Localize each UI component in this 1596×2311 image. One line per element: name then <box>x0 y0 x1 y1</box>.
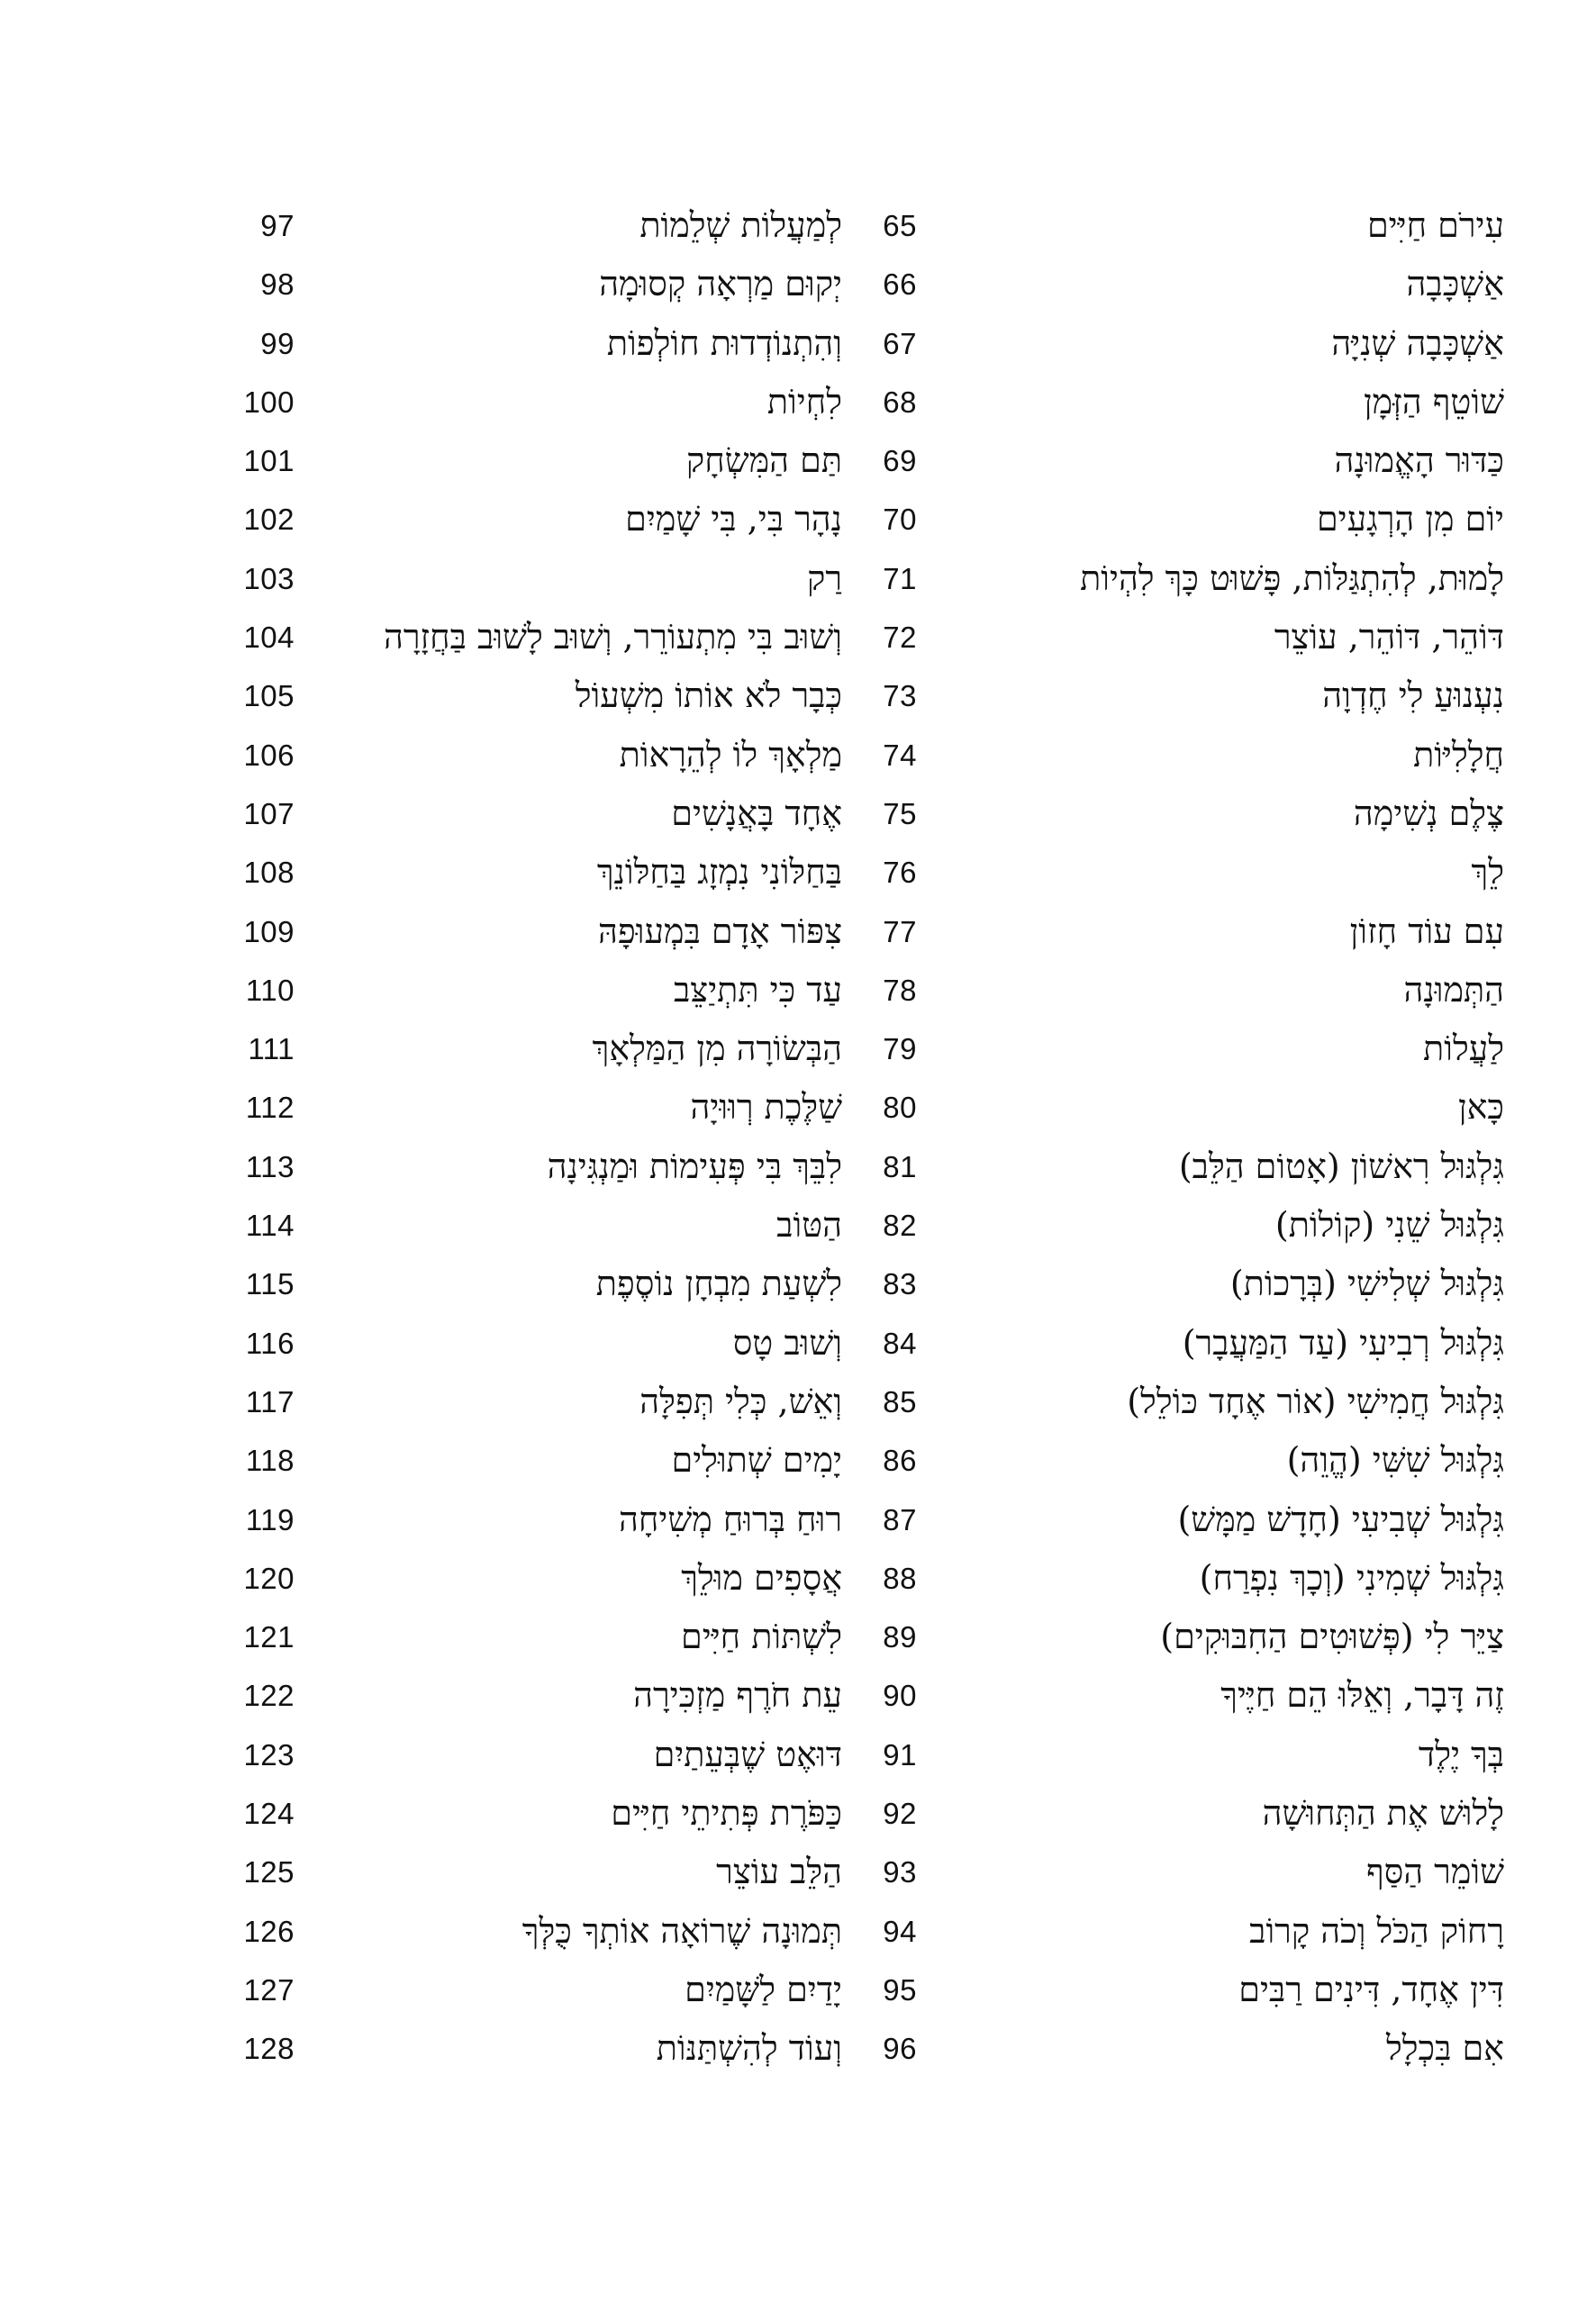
toc-entry-title: שׁוֹטֵף הַזְּמָן <box>1363 381 1504 421</box>
toc-entry <box>874 961 1504 1020</box>
toc-entry-page-number: 126 <box>243 1914 295 1948</box>
toc-entry-page-number: 110 <box>245 973 295 1007</box>
toc-entry-page-number: 94 <box>883 1914 917 1948</box>
toc-entry <box>230 255 842 313</box>
toc-entry-title: יָמִים שְׁתוּלִים <box>671 1440 842 1481</box>
toc-entry-page-number: 122 <box>243 1679 295 1713</box>
toc-entry-title: דּוּאֶט שֶׁבְּעֵתַיִם <box>653 1734 842 1774</box>
toc-entry-page-number: 73 <box>883 679 917 713</box>
toc-entry-page-number: 103 <box>243 561 295 595</box>
toc-entry-title: דּוֹהֵר, דּוֹהֵר, עוֹצֵר <box>1274 617 1504 657</box>
toc-entry-page-number: 88 <box>883 1561 917 1595</box>
toc-entry-title: וְשׁוּב טָס <box>732 1322 842 1363</box>
toc-entry-page-number: 99 <box>260 326 295 360</box>
toc-entry <box>874 1666 1504 1725</box>
toc-entry-title: לָמוּת, לְהִתְגַּלּוֹת, פָּשׁוּט כָּךְ לִהְיוֹת <box>1080 557 1504 598</box>
toc-entry <box>874 784 1504 843</box>
toc-entry-page-number: 80 <box>883 1091 917 1125</box>
toc-entry <box>230 373 842 431</box>
toc-entry <box>230 843 842 902</box>
toc-entry-title: גִּלְגּוּל שֵׁנִי (קוֹלוֹת) <box>1274 1205 1504 1246</box>
toc-entry <box>230 961 842 1020</box>
toc-entry-title: בְּךָ יֶלֶד <box>1418 1734 1504 1774</box>
toc-entry <box>874 1961 1504 2019</box>
toc-entry-title: גִּלְגּוּל רִאשׁוֹן (אָטוֹם הַלֵּב) <box>1178 1146 1504 1186</box>
toc-entry <box>230 1902 842 1961</box>
toc-entry-page-number: 95 <box>883 1972 917 2007</box>
toc-entry <box>874 1373 1504 1431</box>
toc-entry-page-number: 91 <box>883 1737 917 1772</box>
toc-entry <box>230 784 842 843</box>
toc-entry-title: צֶלֶם נְשִׁימָה <box>1353 793 1504 833</box>
toc-entry-page-number: 70 <box>883 503 917 537</box>
toc-entry-title: כָּאן <box>1457 1087 1504 1128</box>
toc-entry-title: עִם עוֹד חָזוֹן <box>1349 911 1504 951</box>
toc-entry <box>230 902 842 961</box>
toc-entry <box>230 1843 842 1901</box>
toc-entry <box>230 726 842 784</box>
toc-entry <box>230 196 842 255</box>
toc-entry <box>230 666 842 725</box>
toc-entry <box>230 1549 842 1608</box>
toc-entry-page-number: 87 <box>883 1502 917 1536</box>
toc-entry-page-number: 78 <box>883 973 917 1007</box>
toc-entry-page-number: 106 <box>243 738 295 772</box>
toc-entry-title: כַּדּוּר הָאֱמוּנָה <box>1334 440 1504 481</box>
toc-entry-page-number: 65 <box>883 209 917 242</box>
toc-entry <box>874 902 1504 961</box>
toc-entry-title: גִּלְגּוּל רְבִיעִי (עַד הַמַּעֲבָר) <box>1182 1322 1504 1363</box>
toc-entry <box>874 1314 1504 1373</box>
toc-entry <box>874 549 1504 608</box>
toc-entry-page-number: 112 <box>245 1091 295 1125</box>
toc-entry <box>874 726 1504 784</box>
toc-entry-page-number: 116 <box>245 1326 295 1360</box>
toc-entry-title: רוּחַ בְּרוּחַ מְשִׁיחָה <box>619 1499 842 1539</box>
toc-entry-title: זֶה דָּבָר, וְאֵלּוּ הֵם חַיֶּיךָ <box>1220 1675 1504 1716</box>
toc-entry-title: נִעְנוּעַ לִי חֶדְוָה <box>1322 675 1504 716</box>
toc-entry-title: לִשְׁעַת מִבְחָן נוֹסֶפֶת <box>595 1264 842 1304</box>
toc-entry-title: לֵךְ <box>1471 852 1504 893</box>
toc-entry-title: יָדַיִם לַשָּׁמַיִם <box>685 1969 842 2009</box>
toc-entry-page-number: 109 <box>243 914 295 948</box>
toc-entry-page-number: 97 <box>260 209 295 242</box>
toc-entry <box>230 1020 842 1078</box>
toc-entry <box>874 1078 1504 1137</box>
toc-entry-title: בַּחַלּוֹנִי נִמְזָג בַּחַלּוֹנֵךְ <box>596 852 842 893</box>
toc-entry-title: גִּלְגּוּל שְׁבִיעִי (חָדָשׁ מַמָּשׁ) <box>1177 1499 1504 1539</box>
toc-entry-page-number: 90 <box>883 1679 917 1713</box>
toc-entry-page-number: 81 <box>883 1149 917 1183</box>
toc-entry-page-number: 113 <box>245 1149 295 1183</box>
toc-entry-title: נָהָר בִּי, בִּי שָׁמַיִם <box>625 499 842 539</box>
toc-entry-page-number: 121 <box>243 1620 295 1654</box>
toc-entry-title: חֲלָלִיּוֹת <box>1413 734 1504 775</box>
toc-entry-page-number: 84 <box>883 1326 917 1360</box>
toc-entry-page-number: 107 <box>243 796 295 830</box>
toc-entry <box>230 1961 842 2019</box>
toc-entry <box>230 1608 842 1666</box>
toc-entry-page-number: 111 <box>248 1032 295 1066</box>
toc-entry <box>874 1843 1504 1901</box>
toc-entry-page-number: 105 <box>243 679 295 713</box>
toc-entry-title: יְקוּם מַרְאָה קְסוּמָה <box>599 264 842 304</box>
toc-entry-page-number: 101 <box>243 444 295 478</box>
toc-entry-page-number: 93 <box>883 1855 917 1890</box>
toc-entry-page-number: 120 <box>243 1561 295 1595</box>
toc-entry <box>230 1314 842 1373</box>
toc-entry-title: הַבְּשׂוֹרָה מִן הַמַּלְאָךְ <box>592 1029 842 1069</box>
toc-entry-title: גִּלְגּוּל חֲמִישִׁי (אוֹר אֶחָד כּוֹלֵל) <box>1127 1381 1504 1421</box>
toc-entry-title: עַד כִּי תִּתְיַצֵּב <box>673 969 842 1010</box>
toc-entry <box>874 843 1504 902</box>
toc-entry-title: רָחוֹק הַכֹּל וְכֹה קָרוֹב <box>1249 1910 1504 1951</box>
toc-entry <box>874 666 1504 725</box>
toc-entry <box>874 1608 1504 1666</box>
toc-entry-page-number: 102 <box>243 503 295 537</box>
toc-entry-page-number: 115 <box>245 1267 295 1301</box>
toc-entry-title: גִּלְגּוּל שְׁלִישִׁי (בְּרָכוֹת) <box>1229 1264 1504 1304</box>
toc-entry <box>874 255 1504 313</box>
toc-entry-title: תְּמוּנָה שֶׁרוֹאָה אוֹתְךָ כֻּלְּךָ <box>521 1910 842 1951</box>
toc-entry-title: אַשְׁכָּבָה שְׁנִיָּה <box>1331 322 1504 363</box>
toc-entry <box>874 2019 1504 2078</box>
toc-entry-page-number: 124 <box>243 1797 295 1831</box>
toc-entry-page-number: 96 <box>883 2032 917 2066</box>
toc-entry-title: הַטּוֹב <box>776 1205 842 1246</box>
toc-entry-title: כַּפֹּרֶת פְּתִיתֵי חַיִּים <box>611 1793 842 1834</box>
toc-entry-title: רַק <box>806 557 842 598</box>
toc-entry <box>874 1020 1504 1078</box>
toc-entry-title: כְּבָר לֹא אוֹתוֹ מִשְׁעוֹל <box>575 675 842 716</box>
toc-entry <box>874 1137 1504 1196</box>
toc-entry-page-number: 89 <box>883 1620 917 1654</box>
toc-entry-page-number: 119 <box>245 1502 295 1536</box>
toc-entry-page-number: 104 <box>243 621 295 655</box>
toc-entry <box>874 196 1504 255</box>
toc-entry-title: אֲסָפִים מוּלֵךְ <box>681 1557 842 1598</box>
toc-entry <box>230 1255 842 1313</box>
toc-entry <box>874 1196 1504 1255</box>
toc-entry <box>230 1784 842 1843</box>
toc-entry-title: יוֹם מִן הָרְגָעִים <box>1316 499 1504 539</box>
toc-entry-title: הַלֵּב עוֹצֵר <box>716 1852 842 1892</box>
toc-entry-title: וְשׁוּב בִּי מִתְעוֹרֵר, וְשׁוּב לָשׁוּב בַּחֲזָרָה <box>384 617 842 657</box>
toc-entry-page-number: 123 <box>243 1737 295 1772</box>
toc-entry-title: וְהִתְנוֹדְדוּת חוֹלְפוֹת <box>606 322 842 363</box>
toc-entry-title: לִבֵּךְ בִּי פְּעִימוֹת וּמַנְגִּינָה <box>547 1146 842 1186</box>
toc-entry <box>874 1902 1504 1961</box>
toc-entry-page-number: 74 <box>883 738 917 772</box>
toc-entry-title: וְאֵשׁ, כְּלִי תְּפִלָּה <box>639 1381 842 1421</box>
toc-entry <box>874 373 1504 431</box>
toc-entry <box>874 1491 1504 1549</box>
toc-entry-page-number: 127 <box>243 1972 295 2007</box>
toc-entry-page-number: 92 <box>883 1797 917 1831</box>
toc-entry <box>230 2019 842 2078</box>
toc-entry-page-number: 72 <box>883 621 917 655</box>
toc-entry <box>230 1196 842 1255</box>
toc-column-left <box>230 196 842 2079</box>
toc-entry-title: צִפּוֹר אָדָם בִּמְעוּפָהּ <box>598 911 842 951</box>
toc-entry-page-number: 98 <box>260 267 295 302</box>
toc-entry <box>230 549 842 608</box>
toc-entry-page-number: 117 <box>245 1384 295 1418</box>
toc-entry <box>230 1431 842 1490</box>
toc-entry-page-number: 128 <box>243 2032 295 2066</box>
toc-column-right <box>874 196 1504 2079</box>
toc-entry-title: אַשְׁכָּבָה <box>1406 264 1504 304</box>
toc-entry <box>874 1431 1504 1490</box>
toc-entry-title: שׁוֹמֵר הַסַּף <box>1365 1852 1504 1892</box>
toc-entry-page-number: 100 <box>243 385 295 419</box>
toc-entry-page-number: 69 <box>883 444 917 478</box>
toc-entry-page-number: 108 <box>243 856 295 890</box>
toc-entry <box>874 608 1504 666</box>
toc-entry-title: וְעוֹד לְהִשְׁתַּנּוֹת <box>656 2028 842 2069</box>
toc-entry-page-number: 85 <box>883 1384 917 1418</box>
toc-entry-page-number: 76 <box>883 856 917 890</box>
toc-entry <box>230 1078 842 1137</box>
toc-entry <box>874 490 1504 548</box>
toc-entry <box>874 1255 1504 1313</box>
toc-entry <box>230 608 842 666</box>
toc-entry-title: לִחְיוֹת <box>766 381 842 421</box>
toc-entry-title: צַיֵּר לִי (פְּשׁוּטִים הַחִבּוּקִים) <box>1160 1617 1504 1657</box>
toc-entry <box>874 431 1504 490</box>
toc-entry <box>230 1491 842 1549</box>
toc-entry-title: שַׁלֶּכֶת רְוּוּיָה <box>690 1087 842 1128</box>
toc-entry <box>230 1137 842 1196</box>
toc-entry-title: לִשְׁתּוֹת חַיִּים <box>681 1617 842 1657</box>
toc-entry <box>230 490 842 548</box>
toc-entry-title: לָלוּשׁ אֶת הַתְּחוּשָׁה <box>1262 1793 1504 1834</box>
toc-entry <box>230 1666 842 1725</box>
toc-entry-page-number: 66 <box>883 267 917 302</box>
toc-entry-page-number: 82 <box>883 1209 917 1243</box>
toc-entry <box>230 431 842 490</box>
toc-entry <box>230 314 842 373</box>
toc-entry-page-number: 118 <box>245 1444 295 1478</box>
toc-entry-page-number: 125 <box>243 1855 295 1890</box>
toc-entry-title: אִם בִּכְלָל <box>1385 2028 1504 2069</box>
toc-entry-page-number: 86 <box>883 1444 917 1478</box>
toc-entry <box>230 1373 842 1431</box>
toc-entry <box>230 1726 842 1784</box>
toc-entry <box>874 1549 1504 1608</box>
toc-entry <box>874 1784 1504 1843</box>
toc-entry-title: גִּלְגּוּל שְׁמִינִי (וְכָךְ נִפְרַח) <box>1199 1557 1504 1598</box>
toc-entry-page-number: 83 <box>883 1267 917 1301</box>
toc-entry-title: לְמַעֲלוֹת שְׁלֵמוֹת <box>639 205 842 245</box>
toc-entry-title: לַעֲלוֹת <box>1423 1029 1504 1069</box>
toc-entry-page-number: 77 <box>883 914 917 948</box>
toc-entry-page-number: 68 <box>883 385 917 419</box>
toc-entry-page-number: 67 <box>883 326 917 360</box>
toc-entry-title: עֵת חֹרֶף מַזְכִּירָה <box>633 1675 842 1716</box>
toc-entry-page-number: 114 <box>245 1209 295 1243</box>
toc-entry-page-number: 79 <box>883 1032 917 1066</box>
toc-entry <box>874 1726 1504 1784</box>
toc-entry-title: הַתְּמוּנָה <box>1403 969 1504 1010</box>
toc-entry-title: עִירֹם חַיִּים <box>1366 205 1504 245</box>
toc-entry-page-number: 71 <box>883 561 917 595</box>
toc-entry-page-number: 75 <box>883 796 917 830</box>
toc-entry-title: דִּין אֶחָד, דִּינִים רַבִּים <box>1238 1969 1504 2009</box>
toc-entry-title: מַלְאָךְ לוֹ לְהֵרָאוֹת <box>619 734 842 775</box>
toc-entry-title: תַּם הַמִּשְׂחָק <box>685 440 842 481</box>
toc-entry <box>874 314 1504 373</box>
toc-entry-title: אֶחָד בָּאֲנָשִׁים <box>671 793 842 833</box>
toc-entry-title: גִּלְגּוּל שִׁשִּׁי (הֱוֵה) <box>1286 1440 1504 1481</box>
